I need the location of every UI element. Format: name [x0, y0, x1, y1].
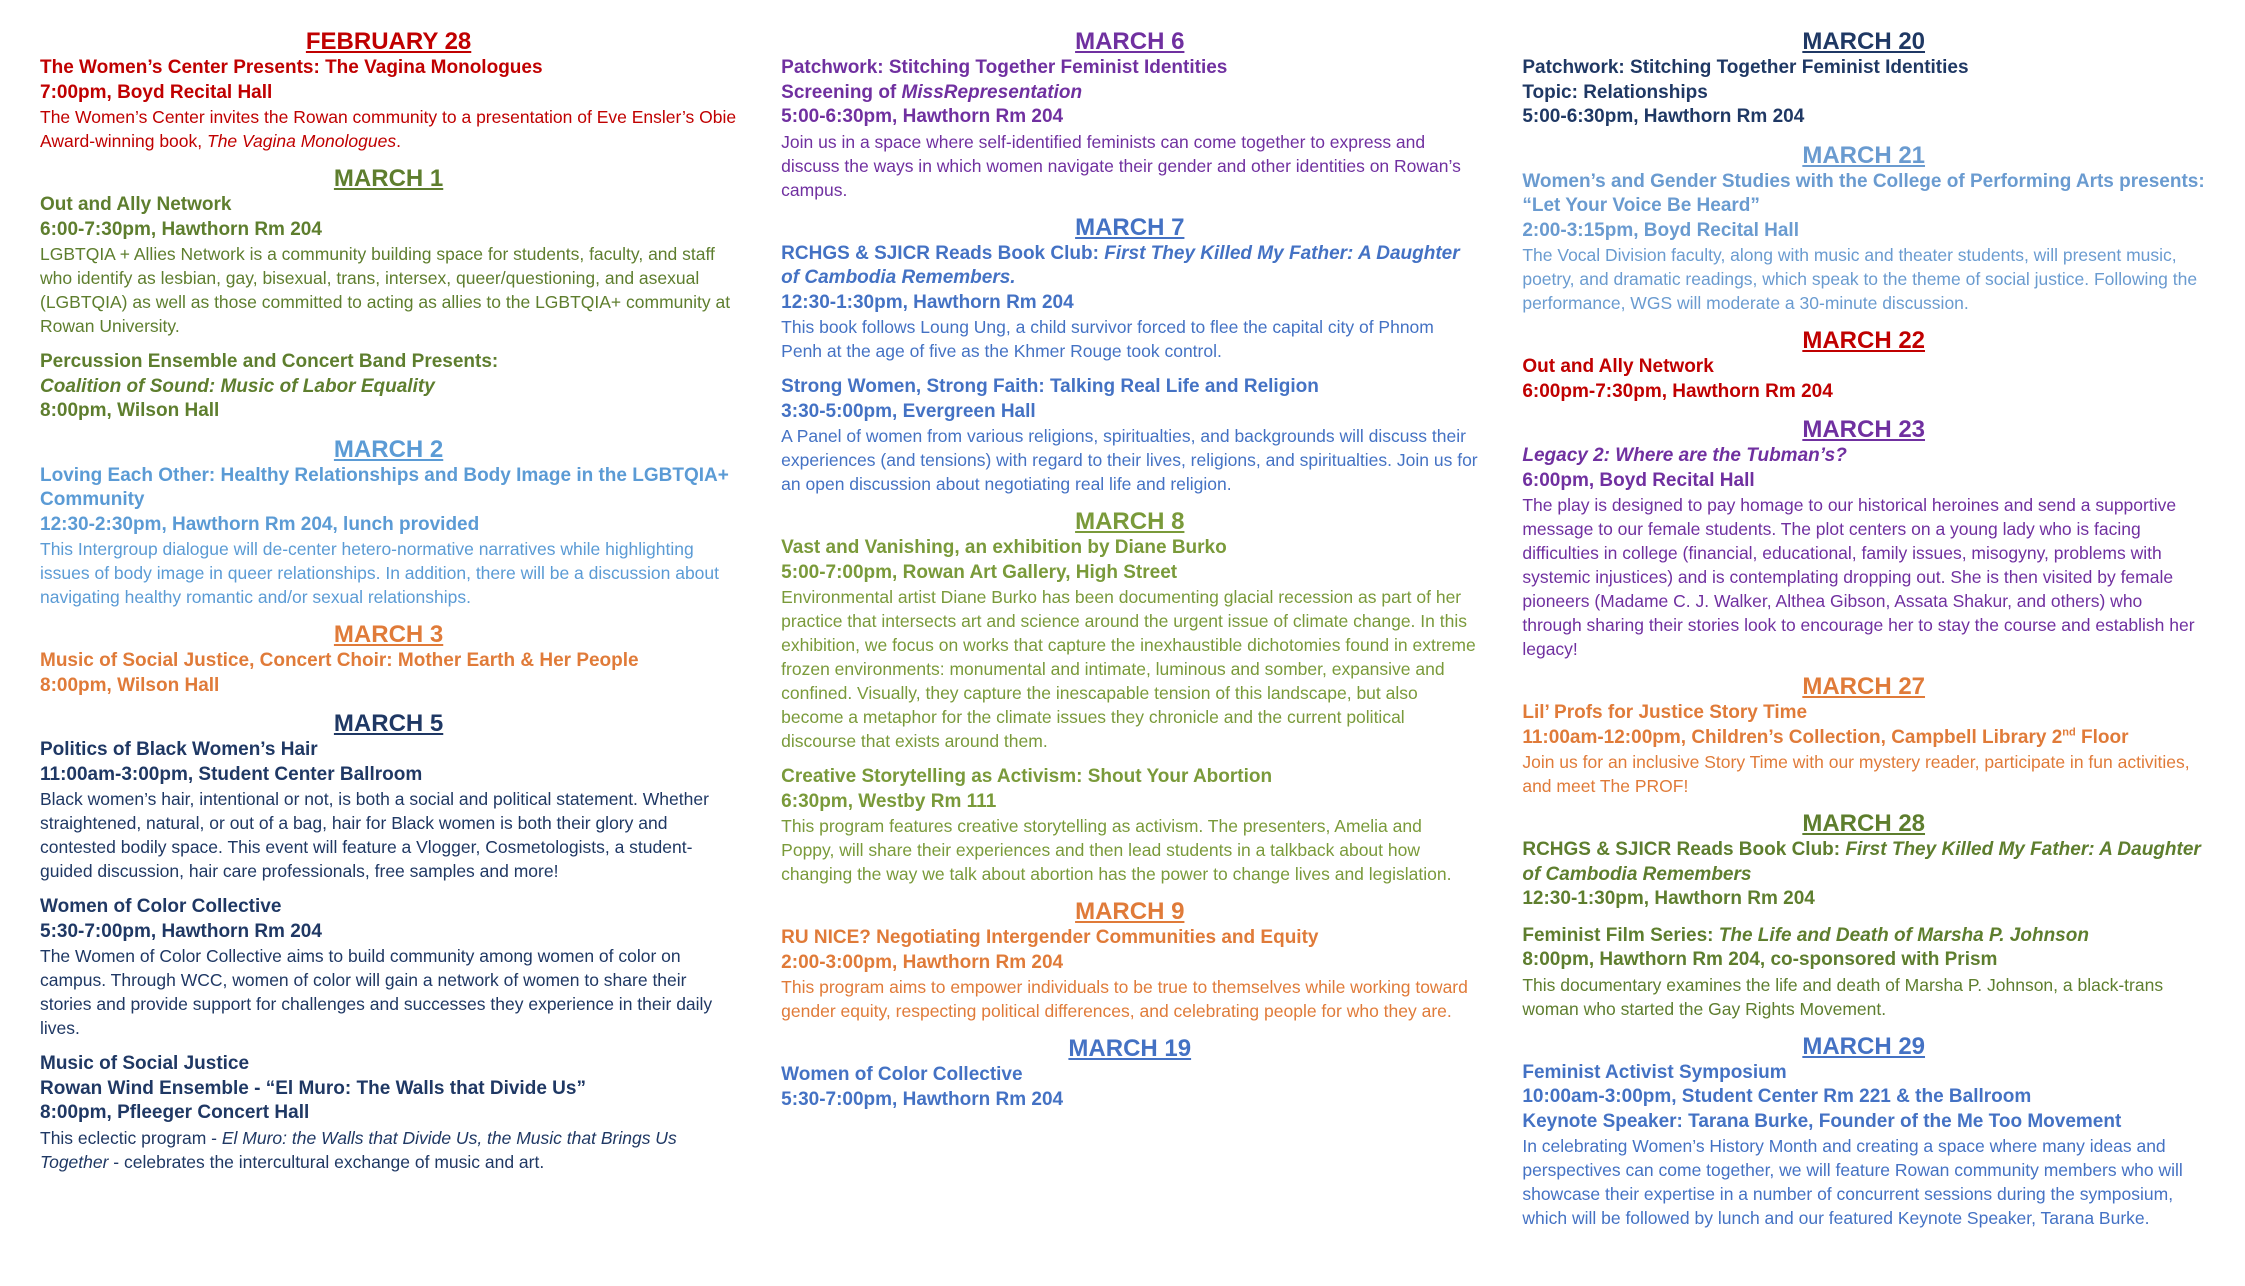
event-time: 12:30-2:30pm, Hawthorn Rm 204, lunch provided: [40, 513, 480, 535]
day-mar-28: [1522, 810, 2205, 1021]
event-time: 8:00pm, Wilson Hall: [40, 674, 220, 696]
event-title: Out and Ally Network: [40, 194, 232, 215]
event-feminist-film: [1522, 924, 2205, 1021]
event-vagina-monologues: [40, 56, 737, 153]
event-title: Feminist Film Series: The Life and Death of Marsha P. Johnson: [1522, 924, 2089, 946]
event-creative-storytelling: [781, 765, 1478, 886]
day-mar-9: [781, 898, 1478, 1023]
event-description: The Women of Color Collective aims to build community among women of color on campus. Through WCC, women of color will gain a network of women to share their stories and provide support for challenges and successes they experience in their daily lives.: [40, 946, 713, 1038]
event-title: Women of Color Collective: [781, 1064, 1023, 1085]
day-mar-8: [781, 508, 1478, 886]
event-book-club: [781, 242, 1478, 364]
event-description: Environmental artist Diane Burko has been documenting glacial recession as part of her practice that intersects art and science around the urgent issue of climate change. In this exhibition, we focus on works that capture the inexhaustible dichotomies found in extreme frozen environments: monumental and intimate, luminous and somber, expansive and confined. Visually, they capture the inescapable tension of this landscape, but also become a metaphor for the climate issues they chronicle and the current political discourse that exists around them.: [781, 587, 1476, 751]
event-subtitle: Keynote Speaker: Tarana Burke, Founder of the Me Too Movement: [1522, 1110, 2122, 1132]
date-heading: MARCH 19: [1068, 1035, 1192, 1062]
event-description: The Vocal Division faculty, along with music and theater students, will present music, poetry, and dramatic readings, which speak to the theme of social justice. Following the performance, WGS will moderate a 30-minute discussion.: [1522, 245, 2198, 313]
date-heading: MARCH 6: [1075, 28, 1185, 55]
column-3: [1522, 28, 2205, 1286]
event-symposium: [1522, 1061, 2205, 1231]
event-time: 5:00-6:30pm, Hawthorn Rm 204: [1522, 106, 1805, 127]
day-mar-6: [781, 28, 1478, 202]
event-subtitle: Rowan Wind Ensemble - “El Muro: The Walls that Divide Us”: [40, 1077, 586, 1099]
day-feb-28: [40, 28, 737, 153]
event-time: 2:00-3:15pm, Boyd Recital Hall: [1522, 219, 1799, 241]
event-time: 11:00am-3:00pm, Student Center Ballroom: [40, 763, 423, 785]
event-title: Percussion Ensemble and Concert Band Presents:: [40, 351, 499, 372]
date-heading: MARCH 7: [1075, 213, 1185, 241]
event-title: Women of Color Collective: [40, 896, 282, 917]
event-description: This documentary examines the life and death of Marsha P. Johnson, a black-trans woman who started the Gay Rights Movement.: [1522, 974, 2164, 1019]
date-heading: MARCH 5: [333, 710, 444, 737]
day-mar-23: [1522, 416, 2205, 661]
event-book-club-2: [1522, 838, 2205, 912]
event-description: This program aims to empower individuals to be true to themselves while working toward gender equity, respecting political differences, and celebrating people for who they are.: [781, 977, 1468, 1021]
event-black-womens-hair: [40, 738, 737, 883]
event-description: LGBTQIA + Allies Network is a community building space for students, faculty, and staff who identify as lesbian, gay, bisexual, trans, intersex, queer/questioning, and asexual (LGBTQIA) as well as those committed to acting as allies to the LGBTQIA+ community at Rowan University.: [40, 244, 731, 336]
event-description: In celebrating Women’s History Month and creating a space where many ideas and perspectives can come together, we will feature Rowan community members who will showcase their expertise in a number of concurrent sessions during the symposium, which will be followed by lunch and our featured Keynote Speaker, Tarana Burke.: [1522, 1136, 2183, 1228]
event-let-your-voice-be-heard: [1522, 170, 2205, 316]
event-time: 10:00am-3:00pm, Student Center Rm 221 & the Ballroom: [1522, 1086, 2032, 1107]
event-legacy-2: [1522, 444, 2205, 661]
event-time: 2:00-3:00pm, Hawthorn Rm 204: [781, 951, 1064, 973]
day-mar-7: [781, 214, 1478, 497]
event-loving-each-other: [40, 464, 737, 610]
event-title: RCHGS & SJICR Reads Book Club: First They Killed My Father: A Daughter of Cambodia Remembers: [1522, 839, 2201, 885]
event-percussion-ensemble: [40, 350, 737, 424]
event-women-of-color-2: [781, 1063, 1478, 1112]
event-title: Creative Storytelling as Activism: Shout Your Abortion: [781, 766, 1273, 787]
date-heading: MARCH 21: [1802, 141, 1926, 169]
date-heading: MARCH 28: [1802, 810, 1926, 837]
event-time: 6:30pm, Westby Rm 111: [781, 790, 997, 812]
event-title: RU NICE? Negotiating Intergender Communities and Equity: [781, 927, 1319, 948]
event-description: Black women’s hair, intentional or not, is both a social and political statement. Whether straightened, natural, or out of a bag, hair for Black women is both their glory and contested bodily space. This event will feature a Vlogger, Cosmetologists, a student-guided discussion, hair care professionals, free samples and more!: [40, 789, 709, 881]
event-out-and-ally: [40, 193, 737, 338]
event-description: A Panel of women from various religions, spiritualties, and backgrounds will discuss their experiences (and tensions) with regard to their lives, religions, and spiritualties. Join us for an open discussion about negotiating real life and religion.: [781, 426, 1478, 494]
day-mar-2: [40, 436, 737, 610]
event-title: RCHGS & SJICR Reads Book Club: First They Killed My Father: A Daughter of Cambodia Remembers.: [781, 242, 1460, 288]
event-title: Lil’ Profs for Justice Story Time: [1522, 702, 1808, 723]
event-women-of-color: [40, 895, 737, 1040]
event-time: 7:00pm, Boyd Recital Hall: [40, 81, 273, 103]
event-time: 8:00pm, Pfleeger Concert Hall: [40, 1102, 310, 1123]
event-subtitle: Coalition of Sound: Music of Labor Equality: [40, 375, 435, 397]
date-heading: MARCH 2: [333, 435, 444, 463]
date-heading: MARCH 23: [1802, 416, 1926, 443]
event-time: 6:00pm, Boyd Recital Hall: [1522, 469, 1755, 491]
event-time: 12:30-1:30pm, Hawthorn Rm 204: [781, 291, 1074, 313]
event-time: 6:00pm-7:30pm, Hawthorn Rm 204: [1522, 380, 1833, 402]
event-time: 6:00-7:30pm, Hawthorn Rm 204: [40, 218, 322, 240]
day-mar-20: [1522, 28, 2205, 130]
day-mar-21: [1522, 142, 2205, 316]
event-time: 5:00-7:00pm, Rowan Art Gallery, High Street: [781, 561, 1178, 583]
day-mar-5: [40, 710, 737, 1174]
day-mar-3: [40, 621, 737, 698]
event-story-time: [1522, 701, 2205, 798]
event-patchwork-screening: [781, 56, 1478, 202]
column-2: [781, 28, 1478, 1286]
event-title: Legacy 2: Where are the Tubman’s?: [1522, 445, 1847, 466]
event-description: This eclectic program - El Muro: the Walls that Divide Us, the Music that Brings Us Together - celebrates the intercultural exchange of music and art.: [40, 1127, 677, 1172]
event-title: Women’s and Gender Studies with the College of Performing Arts presents: “Let Your Voice Be Heard”: [1522, 170, 2205, 216]
day-mar-29: [1522, 1033, 2205, 1231]
column-1: [40, 28, 737, 1286]
day-mar-22: [1522, 327, 2205, 404]
event-title: Strong Women, Strong Faith: Talking Real Life and Religion: [781, 376, 1319, 397]
event-description: This book follows Loung Ung, a child survivor forced to flee the capital city of Phnom Penh at the age of five as the Khmer Rouge took control.: [781, 317, 1434, 361]
event-time: 8:00pm, Wilson Hall: [40, 400, 220, 421]
event-strong-women: [781, 375, 1478, 496]
event-title: Out and Ally Network: [1522, 356, 1714, 377]
event-title: The Women’s Center Presents: The Vagina Monologues: [40, 57, 543, 78]
event-title: Feminist Activist Symposium: [1522, 1061, 1787, 1083]
event-title: Music of Social Justice, Concert Choir: Mother Earth & Her People: [40, 650, 639, 671]
event-patchwork-relationships: [1522, 56, 2205, 130]
event-time: 8:00pm, Hawthorn Rm 204, co-sponsored with Prism: [1522, 949, 1998, 970]
date-heading: MARCH 9: [1075, 898, 1185, 925]
event-description: This program features creative storytelling as activism. The presenters, Amelia and Poppy, will share their experiences and then lead students in a talkback about how changing the way we talk about abortion has the power to change lives and legislation.: [781, 816, 1452, 884]
event-title: Music of Social Justice: [40, 1053, 250, 1074]
event-time: 5:00-6:30pm, Hawthorn Rm 204: [781, 106, 1064, 127]
day-mar-27: [1522, 673, 2205, 798]
date-heading: MARCH 20: [1802, 28, 1926, 55]
date-heading: MARCH 1: [333, 165, 444, 192]
event-concert-choir: [40, 649, 737, 698]
event-vast-and-vanishing: [781, 536, 1478, 753]
date-heading: MARCH 3: [333, 621, 444, 648]
day-mar-1: [40, 165, 737, 424]
event-description: Join us in a space where self-identified feminists can come together to express and discuss the ways in which women navigate their gender and other identities on Rowan’s campus.: [781, 131, 1461, 200]
event-title: Patchwork: Stitching Together Feminist Identities: [1522, 57, 1969, 78]
date-heading: MARCH 29: [1802, 1032, 1926, 1060]
event-wind-ensemble: [40, 1052, 737, 1174]
event-description: The play is designed to pay homage to our historical heroines and send a supportive message to our female students. The plot centers on a young lady who is facing difficulties in college (financial, educational, family issues, misogyny, problems with systemic injustices) and is contemplating dropping out. She is then visited by female pioneers (Madame C. J. Walker, Althea Gibson, Assata Shakur, and others) who through sharing their stories look to encourage her to stay the course and establish her legacy!: [1522, 495, 2195, 659]
event-description: The Women’s Center invites the Rowan community to a presentation of Eve Ensler’s Obie Award-winning book, The Vagina Monologues.: [40, 107, 737, 151]
event-subtitle: Topic: Relationships: [1522, 81, 1708, 103]
event-subtitle: Screening of MissRepresentation: [781, 81, 1083, 103]
event-title: Politics of Black Women’s Hair: [40, 739, 318, 760]
event-description: Join us for an inclusive Story Time with our mystery reader, participate in fun activities, and meet The PROF!: [1522, 752, 2190, 796]
event-title: Loving Each Other: Healthy Relationships and Body Image in the LGBTQIA+ Community: [40, 464, 729, 510]
event-time: 3:30-5:00pm, Evergreen Hall: [781, 400, 1036, 422]
date-heading: MARCH 27: [1802, 673, 1926, 700]
event-time: 12:30-1:30pm, Hawthorn Rm 204: [1522, 888, 1815, 909]
day-mar-19: [781, 1035, 1478, 1112]
event-title: Vast and Vanishing, an exhibition by Diane Burko: [781, 537, 1227, 558]
event-time: 5:30-7:00pm, Hawthorn Rm 204: [781, 1088, 1064, 1110]
event-time: 5:30-7:00pm, Hawthorn Rm 204: [40, 920, 322, 942]
date-heading: MARCH 22: [1802, 327, 1926, 354]
date-heading: FEBRUARY 28: [305, 28, 472, 55]
event-out-and-ally-2: [1522, 355, 2205, 404]
event-title: Patchwork: Stitching Together Feminist Identities: [781, 57, 1228, 78]
event-time: 11:00am-12:00pm, Children’s Collection, Campbell Library 2nd Floor: [1522, 726, 2129, 748]
event-description: This Intergroup dialogue will de-center hetero-normative narratives while highlighting issues of body image in queer relationships. In addition, there will be a discussion about navigating healthy romantic and/or sexual relationships.: [40, 539, 720, 607]
event-ru-nice: [781, 926, 1478, 1023]
date-heading: MARCH 8: [1075, 508, 1185, 535]
